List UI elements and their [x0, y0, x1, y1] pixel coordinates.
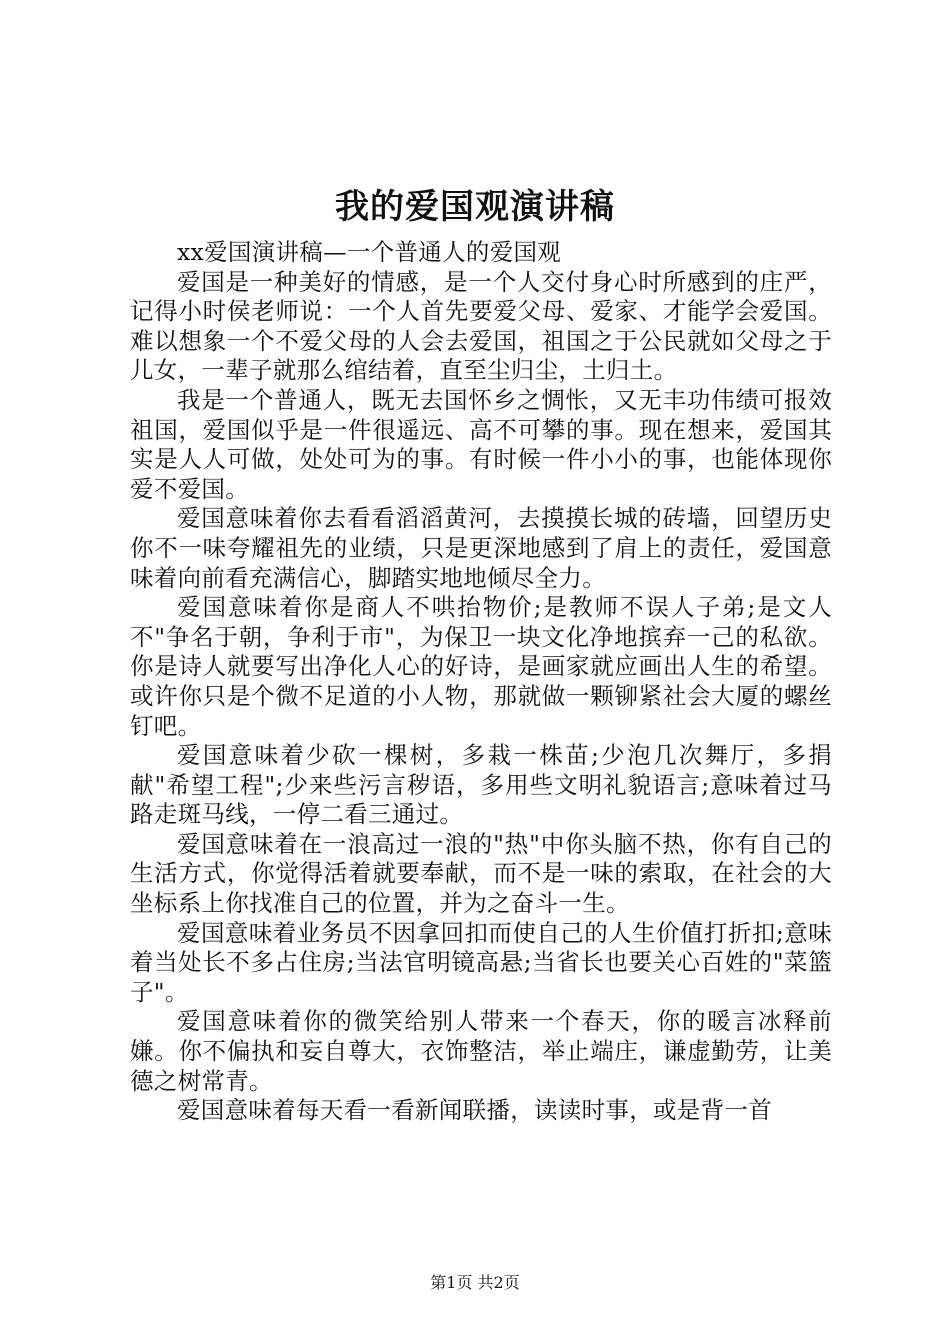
body-paragraph: 爱国意味着你的微笑给别人带来一个春天，你的暖言冰释前嫌。你不偏执和妄自尊大，衣饰整洁，举止端庄，谦虚勤劳，让美德之树常青。 [130, 1007, 832, 1095]
body-paragraph: 爱国是一种美好的情感，是一个人交付身心时所感到的庄严，记得小时侯老师说：一个人首先要爱父母、爱家、才能学会爱国。难以想象一个不爱父母的人会去爱国，祖国之于公民就如父母之于儿女，一辈子就那么绾结着，直至尘归尘，土归土。 [130, 267, 832, 385]
body-paragraph: 我是一个普通人，既无去国怀乡之惆怅，又无丰功伟绩可报效祖国，爱国似乎是一件很遥远、高不可攀的事。现在想来，爱国其实是人人可做，处处可为的事。有时候一件小小的事，也能体现你爱不爱国。 [130, 385, 832, 503]
body-paragraph: 爱国意味着你去看看滔滔黄河，去摸摸长城的砖墙，回望历史你不一味夸耀祖先的业绩，只是更深地感到了肩上的责任，爱国意味着向前看充满信心，脚踏实地地倾尽全力。 [130, 504, 832, 592]
body-paragraph: 爱国意味着业务员不因拿回扣而使自己的人生价值打折扣;意味着当处长不多占住房;当法官明镜高悬;当省长也要关心百姓的"菜篮子"。 [130, 918, 832, 1006]
document-title: 我的爱国观演讲稿 [335, 187, 615, 227]
document-body [130, 238, 832, 1126]
body-paragraph: 爱国意味着你是商人不哄抬物价;是教师不误人子弟;是文人不"争名于朝，争利于市"，为保卫一块文化净地摈弃一己的私欲。你是诗人就要写出净化人心的好诗，是画家就应画出人生的希望。或许你只是个微不足道的小人物，那就做一颗铆紧社会大厦的螺丝钉吧。 [130, 593, 832, 740]
body-paragraph: 爱国意味着每天看一看新闻联播，读读时事，或是背一首 [177, 1096, 772, 1125]
body-paragraph: 爱国意味着少砍一棵树，多栽一株苗;少泡几次舞厅，多捐献"希望工程";少来些污言秽语，多用些文明礼貌语言;意味着过马路走斑马线，一停二看三通过。 [130, 741, 832, 829]
subtitle-paragraph: xx爱国演讲稿—一个普通人的爱国观 [177, 238, 562, 266]
body-paragraph: 爱国意味着在一浪高过一浪的"热"中你头脑不热，你有自己的生活方式，你觉得活着就要奉献，而不是一味的索取，在社会的大坐标系上你找准自己的位置，并为之奋斗一生。 [130, 829, 832, 918]
page-number-footer: 第1页 共2页 [430, 1273, 520, 1292]
